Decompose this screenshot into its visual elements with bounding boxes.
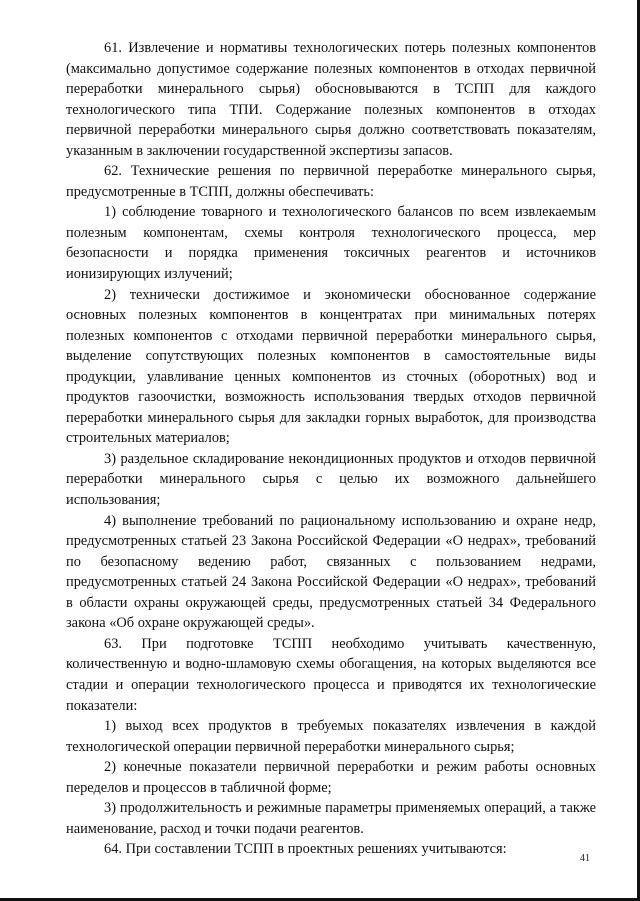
paragraph-63: 63. При подготовке ТСПП необходимо учитывать качественную, количественную и водно-шламовую схемы обогащения, на которых выделяются все стадии и операции технологического процесса и приводятся их технологические показатели: — [66, 635, 596, 714]
paragraph-62: 62. Технические решения по первичной переработке минерального сырья, предусмотренные в ТСПП, должны обеспечивать: — [66, 163, 596, 200]
paragraph-62-item-4: 4) выполнение требований по рациональному использованию и охране недр, предусмотренных статьей 23 Закона Российской Федерации «О недрах», требований по безопасному ведению работ, связанных с пользованием недрами, предусмотренных статьей 24 Закона Российской Федерации «О недрах», требований в области охраны окружающей среды, предусмотренных статьей 34 Федерального закона «Об охране окружающей среды». — [66, 512, 596, 632]
paragraph-62-item-2: 2) технически достижимое и экономически обоснованное содержание основных полезных компонентов в концентратах при минимальных потерях полезных компонентов с отходами первичной переработки минерального сырья, выделение сопутствующих полезных компонентов в самостоятельные виды продукции, улавливание ценных компонентов из сточных (оборотных) вод и продуктов газоочистки, возможность использования твердых отходов первичной переработки минерального сырья для закладки горных выработок, для производства строительных материалов; — [66, 286, 596, 447]
page-number: 41 — [580, 853, 590, 864]
paragraph-63-item-3: 3) продолжительность и режимные параметры применяемых операций, а также наименование, расход и точки подачи реагентов. — [66, 800, 596, 837]
paragraph-63-item-1: 1) выход всех продуктов в требуемых показателях извлечения в каждой технологической операции первичной переработки минерального сырья; — [66, 718, 596, 755]
paragraph-64: 64. При составлении ТСПП в проектных решениях учитываются: — [104, 841, 507, 858]
paragraph-63-item-2: 2) конечные показатели первичной переработки и режим работы основных переделов и процессов в табличной форме; — [66, 759, 596, 796]
paragraph-62-item-1: 1) соблюдение товарного и технологического балансов по всем извлекаемым полезным компонентам, схемы контроля технологического процесса, мер безопасности и порядка применения токсичных реагентов и источников ионизирующих излучений; — [66, 204, 596, 283]
paragraph-61: 61. Извлечение и нормативы технологических потерь полезных компонентов (максимально допустимое содержание полезных компонентов в отходах первичной переработки минерального сырья) обосновываются в ТСПП для каждого технологического типа ТПИ. Содержание полезных компонентов в отходах первичной переработки минерального сырья должно соответствовать показателям, указанным в заключении государственной экспертизы запасов. — [66, 40, 596, 159]
document-body — [66, 38, 596, 860]
paragraph-62-item-3: 3) раздельное складирование некондиционных продуктов и отходов первичной переработки минерального сырья с целью их возможного дальнейшего использования; — [66, 450, 596, 509]
